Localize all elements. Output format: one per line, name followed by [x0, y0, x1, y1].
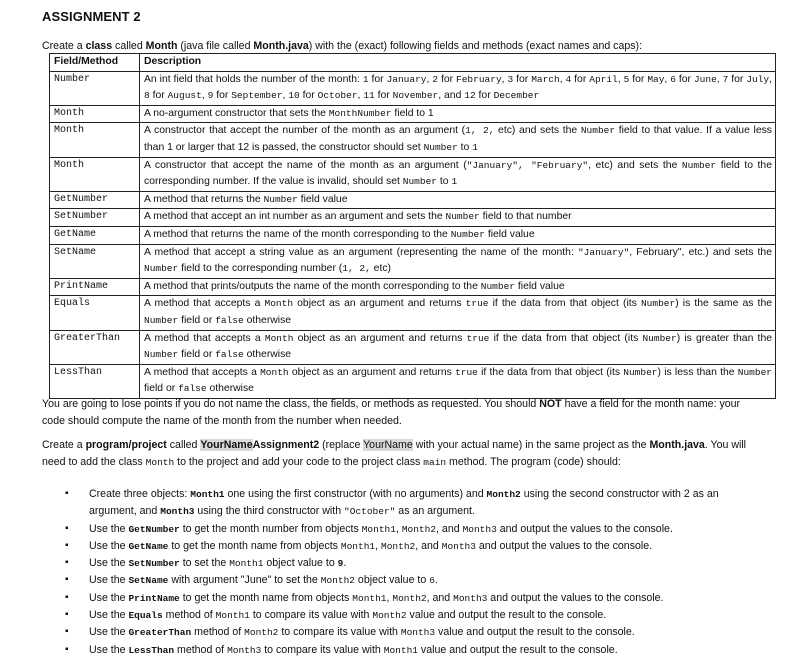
text: Use the	[89, 643, 129, 656]
table-row	[50, 209, 776, 227]
code-text: true	[465, 298, 489, 310]
text: .	[434, 574, 438, 587]
code-text: Month3	[441, 540, 476, 552]
code-text: Month1	[190, 489, 225, 500]
intro-text: (java file called	[177, 40, 254, 52]
code-text: 3	[507, 73, 514, 85]
code-text: Number	[681, 159, 717, 171]
text: if the data from that object (its	[477, 366, 624, 378]
text: for	[475, 90, 494, 102]
code-text: true	[455, 366, 478, 378]
text: to get the month number from objects	[179, 522, 362, 535]
intro-bold: class	[85, 40, 113, 52]
code-text: 1, 2,	[465, 125, 495, 137]
code-text: Number	[144, 349, 179, 361]
square-bullet-icon: ▪	[65, 609, 69, 621]
code-text: 1	[362, 73, 369, 85]
table-row	[50, 71, 776, 105]
code-text: Number	[640, 298, 676, 310]
text: , and	[436, 522, 463, 535]
project-name-highlight: YourName	[363, 439, 413, 451]
text: Use the	[89, 557, 129, 570]
list-item	[62, 555, 762, 572]
text: ,	[501, 73, 508, 85]
list-item	[62, 607, 762, 624]
code-text: November	[392, 90, 439, 102]
text: to compare its value with	[261, 643, 384, 656]
text: A method that prints/outputs the name of the month corresponding to the	[144, 280, 481, 292]
text: for	[513, 73, 532, 85]
text: to set the	[179, 557, 230, 570]
text: to	[457, 141, 473, 153]
text: for	[368, 73, 387, 85]
project-bold: program/project	[85, 439, 167, 451]
warning-text: have a field for the month name: your code should compute the name of the month from the number when needed.	[42, 398, 741, 427]
code-text: Number	[580, 125, 616, 137]
code-text: Month3	[453, 592, 488, 604]
code-text: Month3	[462, 523, 497, 535]
square-bullet-icon: ▪	[65, 643, 69, 655]
text: as an argument.	[395, 505, 475, 518]
assignment-heading: ASSIGNMENT 2	[42, 9, 141, 24]
project-name-highlight: YourName	[200, 439, 253, 451]
code-text: Month2	[392, 592, 427, 604]
text: An int field that holds the number of the month:	[144, 73, 363, 85]
text: ,	[386, 591, 393, 604]
code-text: October	[317, 90, 358, 102]
table-row	[50, 157, 776, 191]
field-name-cell: GetName	[50, 226, 140, 244]
code-text: SetName	[128, 575, 169, 587]
project-text: (replace	[319, 439, 364, 451]
code-text: GetNumber	[128, 523, 180, 535]
code-text: false	[215, 349, 244, 361]
field-name-cell: Number	[50, 71, 140, 105]
code-text: Month1	[361, 523, 396, 535]
code-text: July	[746, 73, 770, 85]
text: for	[149, 90, 168, 102]
project-text: called	[166, 439, 201, 451]
table-row	[50, 244, 776, 278]
square-bullet-icon: ▪	[65, 522, 69, 534]
text: ,	[282, 90, 289, 102]
text: for	[213, 90, 232, 102]
list-item	[62, 572, 762, 589]
square-bullet-icon: ▪	[65, 488, 69, 499]
code-text: Number	[402, 176, 437, 188]
code-text: Month2	[401, 523, 437, 535]
code-text: Month2	[381, 540, 416, 552]
code-text: April	[589, 73, 618, 85]
code-text: GetName	[128, 540, 169, 552]
code-text: Number	[737, 366, 772, 378]
text: Use the	[89, 591, 129, 604]
code-text: 9	[337, 558, 344, 570]
code-text: Number	[144, 263, 179, 275]
code-text: "January"	[577, 246, 630, 258]
text: to compare its value with	[278, 626, 401, 639]
text: object as an argument and returns	[293, 298, 466, 310]
text: and output the values to the console.	[496, 522, 673, 535]
list-item	[62, 521, 762, 538]
text: field or	[178, 314, 216, 326]
code-text: Month2	[486, 489, 521, 500]
table-header-row	[50, 54, 776, 72]
text: ,	[769, 73, 773, 85]
code-text: 7	[722, 73, 729, 85]
code-text: Number	[642, 332, 677, 344]
text: otherwise	[243, 349, 292, 361]
description-cell	[140, 226, 776, 244]
text: for	[728, 73, 747, 85]
project-paragraph	[42, 437, 764, 471]
text: etc) and sets the	[494, 125, 581, 137]
text: ,	[617, 73, 624, 85]
table-row	[50, 296, 776, 330]
code-text: Number	[144, 314, 179, 326]
text: method of	[174, 643, 228, 656]
code-text: Month3	[400, 627, 436, 639]
code-text: Month1	[383, 644, 418, 656]
code-text: 1, 2,	[342, 263, 371, 275]
field-name-cell: Month	[50, 105, 140, 123]
text: .	[343, 557, 347, 570]
text: ,	[426, 73, 433, 85]
code-text: Number	[445, 211, 480, 223]
code-text: Number	[450, 228, 485, 240]
description-cell	[140, 105, 776, 123]
text: ,	[716, 73, 723, 85]
text: value and output the result to the console.	[435, 626, 635, 639]
description-cell	[140, 157, 776, 191]
text: field value	[297, 193, 348, 205]
text: A method that accepts a	[144, 332, 265, 344]
text: for	[299, 90, 318, 102]
text: A constructor that accept the number of the month as an argument (	[144, 125, 466, 137]
field-name-cell: SetNumber	[50, 209, 140, 227]
text: to get the month name from objects	[179, 591, 353, 604]
project-text: to the project and add your code to the project class	[174, 455, 424, 468]
project-bold: Assignment2	[252, 439, 320, 451]
code-text: 11	[363, 90, 375, 102]
description-cell	[140, 209, 776, 227]
text: , and	[415, 539, 442, 552]
text: ) is less than the	[657, 366, 738, 378]
square-bullet-icon: ▪	[65, 591, 69, 603]
code-text: 12	[464, 90, 476, 102]
text: , and	[438, 90, 465, 102]
list-item	[62, 486, 762, 521]
intro-text: Create a	[42, 40, 86, 52]
square-bullet-icon: ▪	[65, 557, 69, 569]
text: method of	[162, 609, 216, 622]
text: field value	[514, 280, 565, 292]
code-text: 6	[670, 73, 676, 85]
text: A method that returns the	[144, 193, 264, 205]
field-name-cell: Month	[50, 157, 140, 191]
text: to compare its value with	[249, 609, 373, 622]
code-text: Month1	[340, 540, 376, 552]
list-item	[62, 538, 762, 555]
code-text: 8	[144, 90, 150, 102]
warning-text: You are going to lose points if you do not name the class, the fields, or methods as requested. You should	[42, 398, 540, 410]
text: for	[629, 73, 648, 85]
code-text: "January", "February"	[466, 159, 589, 171]
code-text: February	[456, 73, 502, 85]
code-text: true	[466, 332, 490, 344]
text: A no-argument constructor that sets the	[144, 107, 329, 119]
square-bullet-icon: ▪	[65, 539, 69, 551]
code-text: Month	[260, 366, 289, 378]
table-row	[50, 226, 776, 244]
project-text: . You will need to add the class	[42, 439, 747, 468]
field-name-cell: PrintName	[50, 278, 140, 296]
text: ,	[395, 522, 402, 535]
code-text: 4	[565, 73, 572, 85]
field-name-cell: GetNumber	[50, 191, 140, 209]
code-text: "October"	[344, 506, 396, 518]
text: ,	[664, 73, 671, 85]
text: object as an argument and returns	[293, 332, 467, 344]
text: method of	[191, 626, 245, 639]
code-text: May	[647, 73, 665, 85]
code-text: Number	[423, 141, 458, 153]
text: , etc) and sets the	[588, 159, 682, 171]
code-text: Month2	[372, 610, 407, 622]
text: and output the values to the console.	[475, 539, 653, 552]
code-text: 1	[451, 176, 458, 188]
text: field or	[144, 383, 179, 395]
code-text: false	[215, 314, 244, 326]
text: A method that accept a string value as an argument (representing the name of the month:	[144, 246, 578, 258]
field-method-table	[49, 53, 776, 399]
project-text: method. The program (code) should:	[446, 455, 621, 468]
description-cell	[140, 123, 776, 157]
square-bullet-icon: ▪	[65, 626, 69, 638]
text: if the data from that object (its	[489, 332, 643, 344]
intro-bold: Month.java	[253, 40, 309, 52]
table-row	[50, 278, 776, 296]
project-code: main	[423, 456, 447, 468]
text: using the third constructor with	[194, 505, 345, 518]
code-text: August	[167, 90, 202, 102]
code-text: Month2	[244, 627, 279, 639]
text: field value	[484, 228, 535, 240]
text: ,	[375, 539, 382, 552]
text: A method that accepts a	[144, 366, 261, 378]
text: value and output the result to the console.	[406, 609, 607, 622]
text: A method that accept an int number as an argument and sets the	[144, 211, 446, 223]
description-cell	[140, 191, 776, 209]
text: object as an argument and returns	[288, 366, 456, 378]
text: otherwise	[206, 383, 254, 395]
text: field or	[178, 349, 216, 361]
header-field-method: Field/Method	[50, 54, 140, 72]
code-text: 9	[207, 90, 214, 102]
code-text: Equals	[128, 610, 163, 622]
text: Use the	[89, 609, 129, 622]
text: if the data from that object (its	[488, 298, 641, 310]
code-text: false	[178, 383, 207, 395]
text: otherwise	[243, 314, 292, 326]
text: Use the	[89, 522, 129, 535]
description-cell	[140, 296, 776, 330]
intro-bold: Month	[145, 40, 178, 52]
text: Use the	[89, 539, 129, 552]
code-text: SetNumber	[128, 558, 180, 570]
text: A method that accepts a	[144, 298, 265, 310]
code-text: 5	[623, 73, 630, 85]
code-text: September	[231, 90, 283, 102]
text: with argument "June" to set the	[168, 574, 321, 587]
text: to get the month name from objects	[168, 539, 341, 552]
warning-bold: NOT	[539, 398, 562, 410]
code-text: LessThan	[128, 644, 175, 656]
project-code: Month	[145, 456, 175, 468]
text: one using the first constructor (with no arguments) and	[224, 488, 487, 500]
code-text: Month1	[352, 592, 387, 604]
code-text: March	[531, 73, 560, 85]
text: and output the values to the console.	[487, 591, 664, 604]
header-description: Description	[140, 54, 776, 72]
code-text: Number	[480, 280, 515, 292]
text: object value to	[263, 557, 338, 570]
code-text: 10	[288, 90, 300, 102]
description-cell	[140, 330, 776, 364]
field-name-cell: GreaterThan	[50, 330, 140, 364]
field-name-cell: LessThan	[50, 364, 140, 398]
text: A constructor that accept the name of the month as an argument (	[144, 159, 467, 171]
text: ) is greater than the	[676, 332, 772, 344]
text: ) is the same as the	[675, 298, 772, 310]
text: A method that returns the name of the month corresponding to the	[144, 228, 451, 240]
text: ,	[201, 90, 208, 102]
code-text: PrintName	[128, 592, 180, 604]
table-row	[50, 105, 776, 123]
list-item	[62, 590, 762, 607]
description-cell	[140, 278, 776, 296]
text: field to that value. If a value less than 1 or larger that 12 is passed, the constructor should set	[144, 125, 772, 153]
text: Use the	[89, 626, 129, 639]
code-text: 1	[472, 141, 478, 153]
code-text: December	[493, 90, 540, 102]
text: etc)	[370, 263, 391, 275]
text: field to 1	[391, 107, 434, 119]
field-name-cell: Month	[50, 123, 140, 157]
table-body	[50, 71, 776, 398]
text: field to the corresponding number. If the value is invalid, should set	[144, 159, 772, 188]
text: object value to	[354, 574, 430, 587]
code-text: Month	[264, 332, 294, 344]
code-text: January	[386, 73, 427, 85]
table-row	[50, 191, 776, 209]
intro-text: called	[112, 40, 146, 52]
code-text: Month	[264, 298, 294, 310]
description-cell	[140, 364, 776, 398]
text: Use the	[89, 574, 129, 587]
code-text: Month3	[160, 506, 195, 518]
text: field to the corresponding number (	[178, 263, 343, 275]
text: , February", etc.) and sets the	[629, 246, 772, 258]
description-cell	[140, 71, 776, 105]
field-name-cell: Equals	[50, 296, 140, 330]
project-text: with your actual name) in the same project as the	[412, 439, 650, 451]
code-text: June	[693, 73, 717, 85]
text: ,	[559, 73, 566, 85]
table-row	[50, 364, 776, 398]
field-name-cell: SetName	[50, 244, 140, 278]
code-text: Number	[623, 366, 658, 378]
text: Create three objects:	[89, 488, 191, 500]
project-bold: Month.java	[649, 439, 705, 451]
code-text: Month2	[320, 575, 355, 587]
table-row	[50, 330, 776, 364]
text: for	[571, 73, 590, 85]
list-item	[62, 624, 762, 641]
requirements-list	[62, 486, 762, 659]
warning-paragraph	[42, 396, 764, 429]
code-text: 6	[429, 575, 435, 587]
list-item	[62, 642, 762, 659]
text: field to that number	[479, 211, 572, 223]
square-bullet-icon: ▪	[65, 574, 69, 586]
description-cell	[140, 244, 776, 278]
text: for	[438, 73, 457, 85]
text: for	[374, 90, 393, 102]
code-text: 2	[432, 73, 439, 85]
code-text: GreaterThan	[128, 627, 192, 639]
code-text: Month1	[229, 558, 264, 570]
code-text: MonthNumber	[328, 107, 392, 119]
text: using the second constructor with 2 as an argument, and	[89, 488, 719, 518]
project-text: Create a	[42, 439, 86, 451]
text: , and	[426, 591, 454, 604]
text: for	[675, 73, 694, 85]
table-row	[50, 123, 776, 157]
intro-text: ) with the (exact) following fields and methods (exact names and caps):	[308, 40, 643, 52]
text: value and output the result to the console.	[417, 643, 618, 656]
code-text: Number	[263, 193, 298, 205]
text: to	[436, 176, 452, 188]
code-text: Month1	[215, 610, 250, 622]
code-text: Month3	[227, 644, 262, 656]
text: ,	[357, 90, 364, 102]
